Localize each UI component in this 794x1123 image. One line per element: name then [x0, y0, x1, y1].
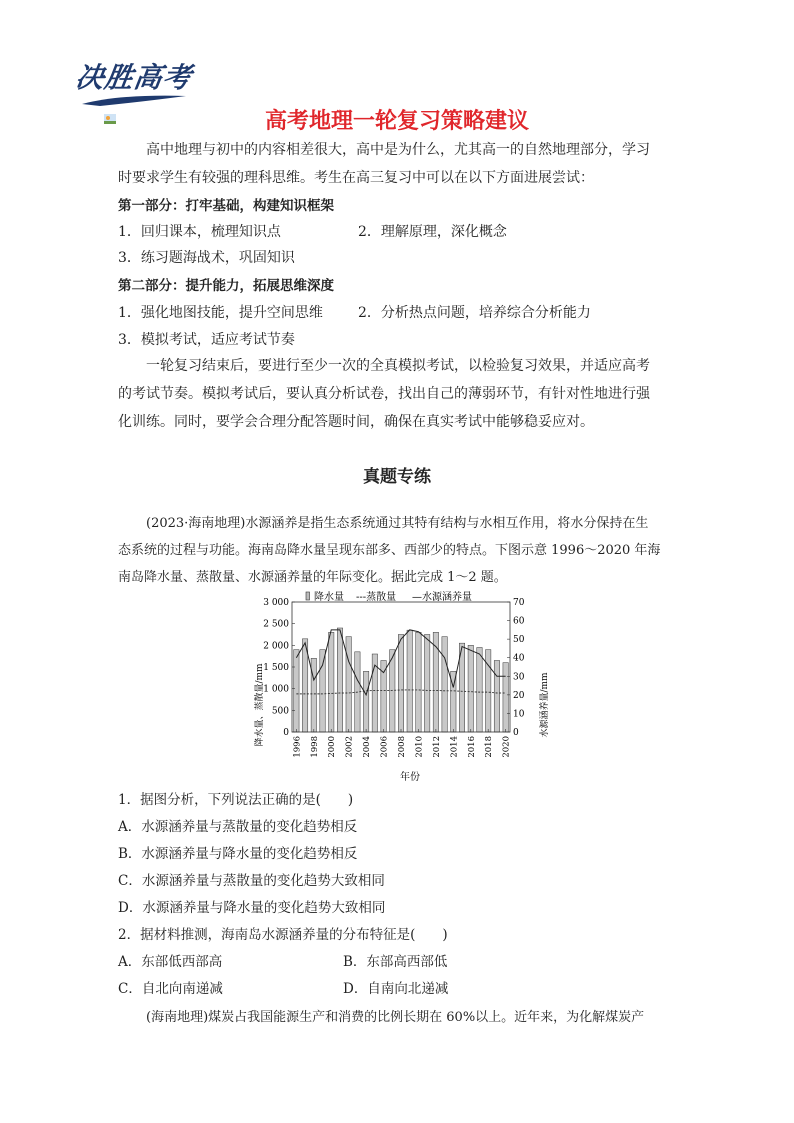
x-tick-label: 1996 [292, 736, 303, 758]
x-axis-label: 年份 [400, 772, 420, 783]
mock-line-1: 一轮复习结束后，要进行至少一次的全真模拟考试，以检验复习效果，并适应高考 [146, 358, 650, 374]
precipitation-chart [246, 588, 556, 784]
legend-water: —水源涵养量 [412, 592, 472, 603]
x-tick-label: 2018 [484, 736, 495, 758]
part2-heading: 第二部分：提升能力，拓展思维深度 [118, 278, 334, 294]
precip-bar [329, 632, 334, 732]
q2-option-c[interactable]: C．自北向南递减 [118, 981, 223, 997]
precip-bar [294, 650, 299, 732]
right-axis-label: 水源涵养量/mm [540, 672, 550, 738]
x-tick-label: 2000 [327, 736, 338, 758]
q1-option-c[interactable]: C．水源涵养量与蒸散量的变化趋势大致相同 [118, 873, 385, 889]
left-tick-label: 500 [271, 706, 289, 717]
x-tick-label: 2020 [501, 736, 512, 758]
left-tick-label: 2 500 [263, 619, 289, 630]
q1-option-d[interactable]: D．水源涵养量与降水量的变化趋势大致相同 [118, 900, 386, 916]
right-tick-label: 10 [513, 709, 525, 720]
x-tick-label: 2012 [431, 736, 442, 758]
precip-bar [416, 632, 421, 732]
precip-bar [320, 650, 325, 732]
q1-option-b[interactable]: B．水源涵养量与降水量的变化趋势相反 [118, 846, 358, 862]
mock-line-3: 化训练。同时，要学会合理分配答题时间，确保在真实考试中能够稳妥应对。 [118, 414, 594, 430]
left-tick-label: 2 000 [263, 641, 289, 652]
x-tick-label: 2014 [449, 736, 460, 758]
mock-line-2: 的考试节奏。模拟考试后，要认真分析试卷，找出自己的薄弱环节，有针对性地进行强 [118, 386, 650, 402]
x-tick-label: 2002 [344, 736, 355, 758]
intro-line-2: 时要求学生有较强的理科思维。考生在高三复习中可以在以下方面进展尝试： [118, 170, 594, 186]
precip-bar [346, 637, 351, 732]
legend-bar-swatch [306, 592, 310, 600]
q2-option-a[interactable]: A．东部低西部高 [118, 954, 223, 970]
material-line-1: (2023·海南地理)水源涵养是指生态系统通过其特有结构与水相互作用，将水分保持在生 [146, 516, 649, 531]
x-tick-label: 2010 [414, 736, 425, 758]
right-tick-label: 20 [513, 690, 525, 701]
precip-bar [477, 648, 482, 733]
q2-option-b[interactable]: B．东部高西部低 [343, 954, 448, 970]
precip-bar [398, 635, 403, 733]
legend-evap: ---蒸散量 [356, 592, 397, 603]
q2-stem: 2．据材料推测，海南岛水源涵养量的分布特征是( ) [118, 927, 448, 943]
x-tick-label: 2016 [466, 736, 477, 758]
precip-bar [424, 635, 429, 733]
precip-bar [494, 661, 499, 733]
precip-bar [468, 645, 473, 732]
precip-bar [311, 658, 316, 732]
left-tick-label: 1 000 [263, 684, 289, 695]
intro-line-1: 高中地理与初中的内容相差很大，高中是为什么，尤其高一的自然地理部分，学习 [146, 142, 650, 158]
precip-bar [407, 630, 412, 732]
precip-bar [363, 671, 368, 732]
precip-bar [503, 663, 508, 732]
logo-text: 决胜高考 [73, 61, 195, 94]
right-tick-label: 60 [513, 616, 525, 627]
part2-item-2: 2．分析热点问题，培养综合分析能力 [358, 305, 591, 321]
bar-series [294, 628, 509, 732]
left-tick-label: 1 500 [263, 663, 289, 673]
left-tick-label: 3 000 [263, 598, 289, 608]
left-axis-label: 降水量、蒸散量/mm [255, 663, 265, 747]
precip-bar [442, 637, 447, 732]
q1-stem: 1．据图分析，下列说法正确的是( ) [118, 792, 354, 808]
right-tick-label: 40 [513, 653, 525, 664]
material-line-3: 南岛降水量、蒸散量、水源涵养量的年际变化。据此完成 1～2 题。 [118, 570, 507, 585]
material-line-2: 态系统的过程与功能。海南岛降水量呈现东部多、西部少的特点。下图示意 1996～2020 年海 [118, 543, 661, 558]
part1-heading: 第一部分：打牢基础，构建知识框架 [118, 198, 334, 214]
right-tick-label: 50 [513, 635, 525, 646]
right-tick-label: 30 [513, 672, 525, 683]
x-tick-label: 2006 [379, 736, 390, 758]
part1-item-1: 1．回归课本，梳理知识点 [118, 224, 281, 240]
legend-precip: 降水量 [314, 592, 344, 603]
x-tick-label: 1998 [309, 736, 320, 758]
material2-line-1: (海南地理)煤炭占我国能源生产和消费的比例长期在 60%以上。近年来，为化解煤炭产 [146, 1010, 645, 1025]
x-tick-label: 2008 [397, 736, 407, 758]
right-tick-label: 70 [513, 598, 525, 608]
left-tick-label: 0 [283, 728, 289, 738]
section-title: 真题专练 [363, 467, 431, 487]
page-title: 高考地理一轮复习策略建议 [264, 109, 529, 134]
part1-item-2: 2．理解原理，深化概念 [358, 224, 507, 240]
right-tick-label: 0 [513, 728, 519, 738]
part1-item-3: 3．练习题海战术，巩固知识 [118, 250, 295, 266]
part2-item-1: 1．强化地图技能，提升空间思维 [118, 305, 323, 321]
precip-bar [337, 628, 342, 732]
part2-item-3: 3．模拟考试，适应考试节奏 [118, 332, 295, 348]
q1-option-a[interactable]: A．水源涵养量与蒸散量的变化趋势相反 [118, 819, 358, 835]
q2-option-d[interactable]: D．自南向北递减 [343, 981, 449, 997]
x-tick-label: 2004 [362, 736, 373, 758]
